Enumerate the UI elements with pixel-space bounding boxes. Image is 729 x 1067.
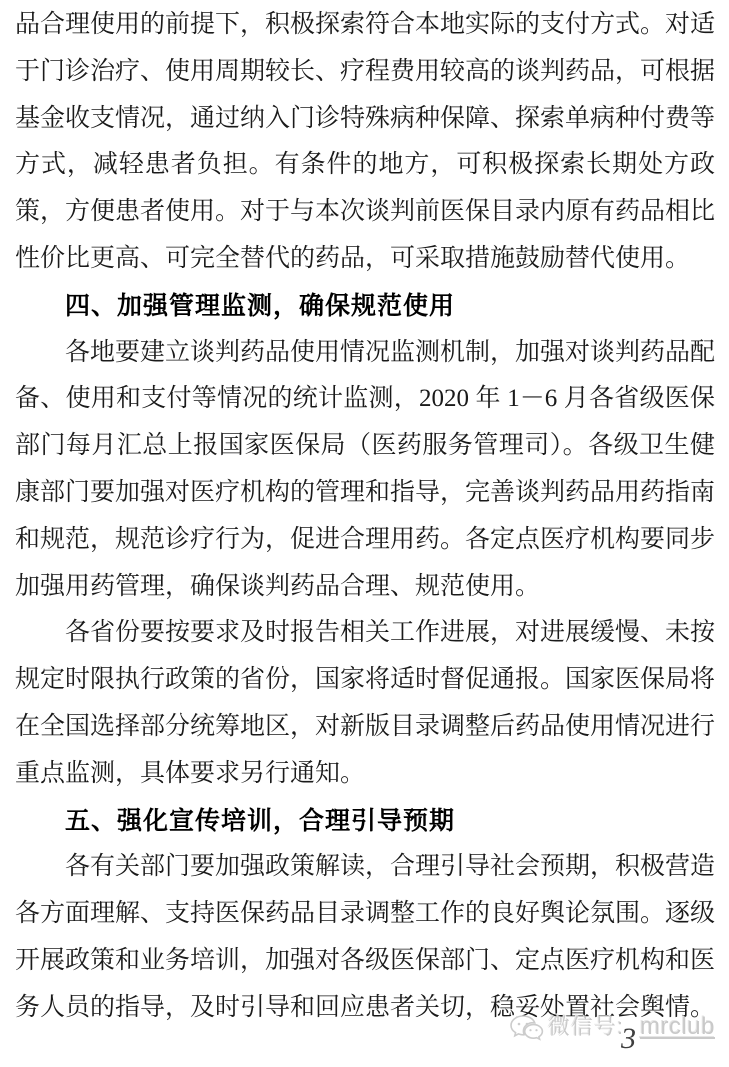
- text-line: 各方面理解、支持医保药品目录调整工作的良好舆论氛围。逐级: [15, 900, 715, 928]
- text-line: 和规范，规范诊疗行为，促进合理用药。各定点医疗机构要同步: [15, 525, 715, 553]
- text-line: 各地要建立谈判药品使用情况监测机制，加强对谈判药品配: [65, 338, 715, 366]
- page-number: 3: [620, 1022, 636, 1055]
- text-line: 备、使用和支付等情况的统计监测，2020 年 1－6 月各省级医保: [15, 385, 715, 413]
- text-line: 康部门要加强对医疗机构的管理和指导，完善谈判药品用药指南: [15, 478, 715, 506]
- text-line: 方式，减轻患者负担。有条件的地方，可积极探索长期处方政: [15, 151, 715, 179]
- watermark-account: mrclub: [639, 1013, 715, 1040]
- section-heading: 五、强化宣传培训，合理引导预期: [65, 806, 456, 835]
- text-line: 性价比更高、可完全替代的药品，可采取措施鼓励替代使用。: [15, 244, 691, 272]
- text-line: 在全国选择部分统筹地区，对新版目录调整后药品使用情况进行: [15, 712, 715, 740]
- section-heading: 四、加强管理监测，确保规范使用: [65, 291, 456, 320]
- page-footer: [509, 1012, 715, 1054]
- document-body: [15, 2, 715, 1032]
- text-line: 基金收支情况，通过纳入门诊特殊病种保障、探索单病种付费等: [15, 104, 715, 132]
- text-line: 加强用药管理，确保谈判药品合理、规范使用。: [15, 572, 541, 600]
- text-line: 开展政策和业务培训，加强对各级医保部门、定点医疗机构和医: [15, 946, 715, 974]
- text-line: 于门诊治疗、使用周期较长、疗程费用较高的谈判药品，可根据: [15, 57, 715, 85]
- text-line: 规定时限执行政策的省份，国家将适时督促通报。国家医保局将: [15, 666, 715, 694]
- text-line: 策，方便患者使用。对于与本次谈判前医保目录内原有药品相比: [15, 198, 715, 226]
- text-line: 务人员的指导，及时引导和回应患者关切，稳妥处置社会舆情。: [15, 993, 715, 1021]
- text-line: 品合理使用的前提下，积极探索符合本地实际的支付方式。对适: [15, 11, 715, 38]
- watermark-wechat-label: 微信号:: [547, 1014, 624, 1039]
- text-line: 部门每月汇总上报国家医保局（医药服务管理司）。各级卫生健: [15, 432, 715, 460]
- text-line: 各有关部门要加强政策解读，合理引导社会预期，积极营造: [65, 853, 715, 881]
- wechat-icon: [509, 1014, 545, 1044]
- text-line: 各省份要按要求及时报告相关工作进展，对进展缓慢、未按: [65, 619, 715, 647]
- text-line: 重点监测，具体要求另行通知。: [15, 759, 366, 787]
